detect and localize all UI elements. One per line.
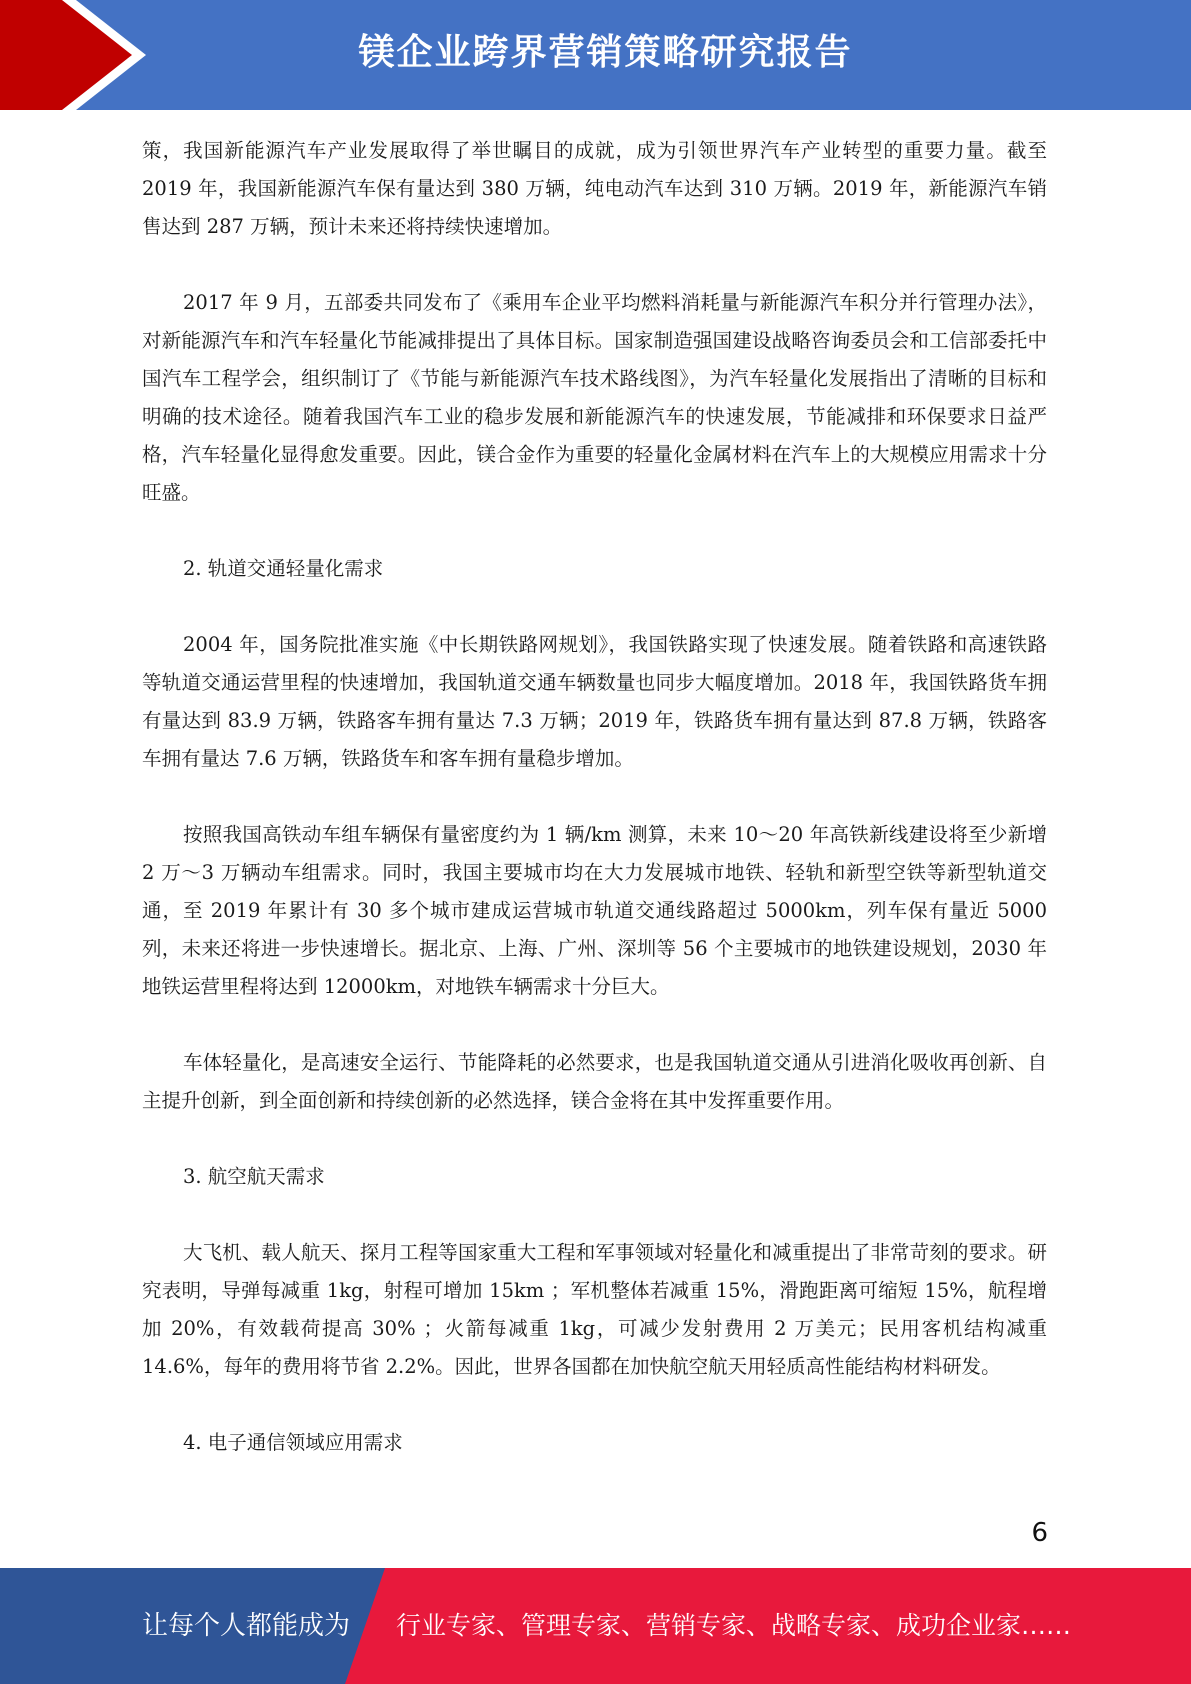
paragraph: 策，我国新能源汽车产业发展取得了举世瞩目的成就，成为引领世界汽车产业转型的重要力量。截至 2019 年，我国新能源汽车保有量达到 380 万辆，纯电动汽车达到 310 万辆。2019 年，新能源汽车销售达到 287 万辆，预计未来还将持续快速增加。 [142, 139, 1047, 238]
page-number: 6 [1031, 1518, 1048, 1548]
paragraph: 2004 年，国务院批准实施《中长期铁路网规划》，我国铁路实现了快速发展。随着铁路和高速铁路等轨道交通运营里程的快速增加，我国轨道交通车辆数量也同步大幅度增加。2018 年，我国铁路货车拥有量达到 83.9 万辆，铁路客车拥有量达 7.3 万辆；2019 年，铁路货车拥有量达到 87.8 万辆，铁路客车拥有量达 7.6 万辆，铁路货车和客车拥有量稳步增加。 [142, 633, 1047, 770]
document-body [142, 132, 1047, 1500]
footer-slogan-right: 行业专家、管理专家、营销专家、战略专家、成功企业家…… [396, 1611, 1072, 1640]
section-heading: 3. 航空航天需求 [183, 1165, 325, 1188]
paragraph: 按照我国高铁动车组车辆保有量密度约为 1 辆/km 测算，未来 10～20 年高铁新线建设将至少新增 2 万～3 万辆动车组需求。同时，我国主要城市均在大力发展城市地铁、轻轨和新型空铁等新型轨道交通，至 2019 年累计有 30 多个城市建成运营城市轨道交通线路超过 5000km，列车保有量近 5000 列，未来还将进一步快速增长。据北京、上海、广州、深圳等 56 个主要城市的地铁建设规划，2030 年地铁运营里程将达到 12000km，对地铁车辆需求十分巨大。 [142, 823, 1047, 998]
paragraph: 车体轻量化，是高速安全运行、节能降耗的必然要求，也是我国轨道交通从引进消化吸收再创新、自主提升创新，到全面创新和持续创新的必然选择，镁合金将在其中发挥重要作用。 [142, 1051, 1047, 1112]
page-footer [0, 1568, 1191, 1684]
paragraph: 2017 年 9 月，五部委共同发布了《乘用车企业平均燃料消耗量与新能源汽车积分并行管理办法》，对新能源汽车和汽车轻量化节能减排提出了具体目标。国家制造强国建设战略咨询委员会和工信部委托中国汽车工程学会，组织制订了《节能与新能源汽车技术路线图》，为汽车轻量化发展指出了清晰的目标和明确的技术途径。随着我国汽车工业的稳步发展和新能源汽车的快速发展，节能减排和环保要求日益严格，汽车轻量化显得愈发重要。因此，镁合金作为重要的轻量化金属材料在汽车上的大规模应用需求十分旺盛。 [142, 291, 1047, 504]
section-heading: 2. 轨道交通轻量化需求 [183, 557, 384, 580]
report-title: 镁企业跨界营销策略研究报告 [358, 32, 853, 73]
footer-slogan-left: 让每个人都能成为 [142, 1611, 351, 1641]
page-header [0, 0, 1191, 110]
paragraph: 大飞机、载人航天、探月工程等国家重大工程和军事领域对轻量化和减重提出了非常苛刻的要求。研究表明，导弹每减重 1kg，射程可增加 15km ；军机整体若减重 15%，滑跑距离可缩短 15%，航程增加 20%，有效载荷提高 30% ；火箭每减重 1kg，可减少发射费用 2 万美元；民用客机结构减重 14.6%，每年的费用将节省 2.2%。因此，世界各国都在加快航空航天用轻质高性能结构材料研发。 [142, 1241, 1047, 1378]
section-heading: 4. 电子通信领域应用需求 [183, 1431, 403, 1454]
